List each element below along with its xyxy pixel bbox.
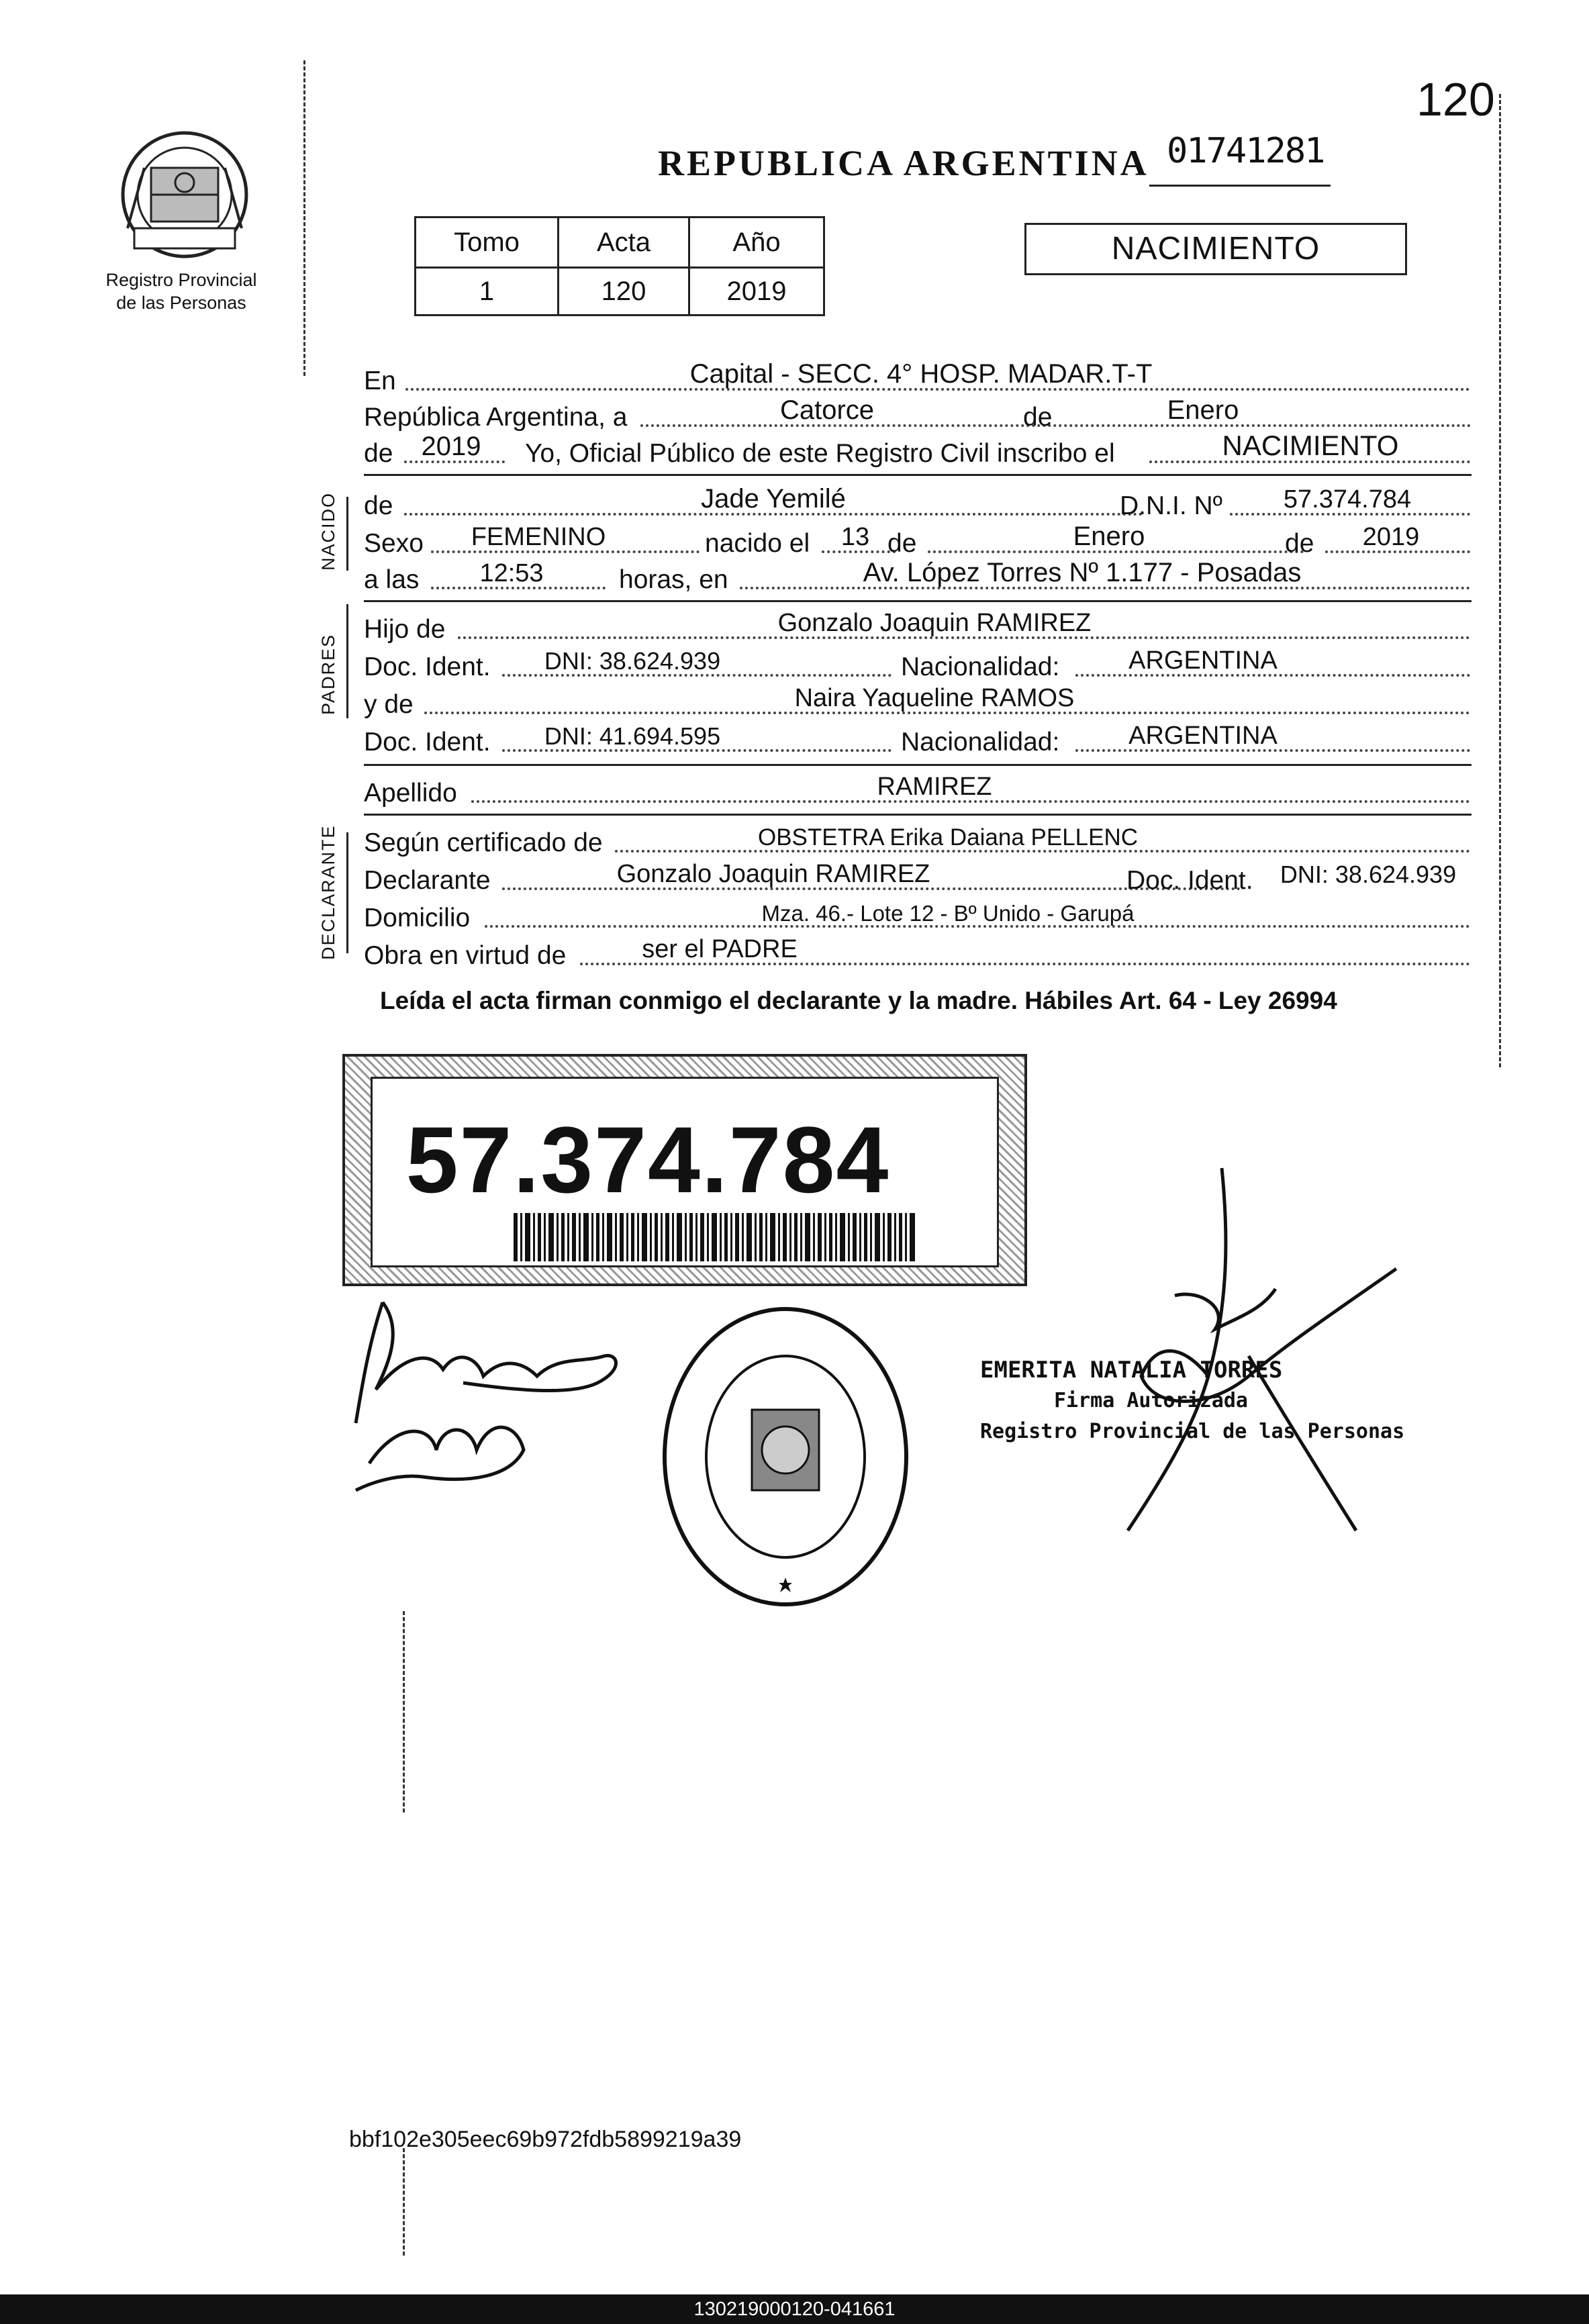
field-value: Gonzalo Joaquin RAMIREZ xyxy=(616,860,930,888)
logo-caption: Registro Provincial de las Personas xyxy=(105,270,257,313)
document-type-box: NACIMIENTO xyxy=(1024,223,1407,275)
section-label-nacido: NACIDO xyxy=(318,491,338,571)
bottom-margin-line xyxy=(403,2148,405,2256)
field-row-madre-doc xyxy=(364,720,1472,757)
field-row-fecha xyxy=(364,395,1472,432)
field-row-sexo xyxy=(364,521,1472,559)
section-label-declarante: DECLARANTE xyxy=(318,824,338,960)
field-label: Doc. Ident. xyxy=(364,652,491,681)
field-label: a las xyxy=(364,565,420,594)
section-bar-nacido xyxy=(346,497,348,571)
field-value: Enero xyxy=(1073,522,1145,551)
footer-code: 130219000120-041661 xyxy=(693,2298,896,2320)
field-label: D.N.I. Nº xyxy=(1120,491,1222,520)
field-label: Hijo de xyxy=(364,615,446,644)
field-value: RAMIREZ xyxy=(877,773,992,801)
section-bar-declarante xyxy=(346,832,348,953)
provincia-misiones-logo xyxy=(114,128,255,262)
field-value: FEMENINO xyxy=(471,523,606,551)
section-divider xyxy=(364,474,1472,476)
field-label: Declarante xyxy=(364,866,491,895)
field-value: Jade Yemilé xyxy=(701,484,846,514)
field-label: nacido el xyxy=(705,529,810,558)
dni-label-number: 57.374.784 xyxy=(405,1107,890,1212)
table-header-tomo: Tomo xyxy=(416,217,559,268)
field-value: Gonzalo Joaquin RAMIREZ xyxy=(777,609,1092,637)
section-bar-padres xyxy=(346,604,348,718)
field-row-inscripcion xyxy=(364,431,1472,469)
field-row-padre-doc xyxy=(364,644,1472,682)
table-value-anio: 2019 xyxy=(689,268,824,316)
page-title: REPUBLICA ARGENTINA xyxy=(658,143,1149,183)
lower-margin-line xyxy=(403,1611,405,1812)
signer-role: Firma Autorizada xyxy=(1054,1389,1248,1412)
field-row-madre xyxy=(364,682,1472,720)
section-divider xyxy=(364,764,1472,766)
right-margin-line xyxy=(1499,94,1501,1067)
field-value: 12:53 xyxy=(479,559,544,587)
field-label: Obra en virtud de xyxy=(364,941,567,970)
field-label: Según certificado de xyxy=(364,828,603,857)
field-value: ARGENTINA xyxy=(1128,722,1278,750)
serial-underline xyxy=(1149,185,1331,187)
section-divider xyxy=(364,600,1472,602)
field-label: Doc. Ident. xyxy=(364,728,491,757)
field-row-certificado xyxy=(364,820,1472,858)
table-header-anio: Año xyxy=(689,217,824,268)
section-divider xyxy=(364,814,1472,816)
field-value: OBSTETRA Erika Daiana PELLENC xyxy=(757,824,1139,851)
field-value: DNI: 41.694.595 xyxy=(544,722,721,750)
field-row-hora xyxy=(364,557,1472,595)
table-value-acta: 120 xyxy=(559,268,689,316)
dni-label-card xyxy=(342,1054,1027,1286)
field-value: Capital - SECC. 4° HOSP. MADAR.T-T xyxy=(689,359,1153,389)
field-value: ARGENTINA xyxy=(1128,646,1278,675)
field-label: horas, en xyxy=(619,565,728,594)
field-value: DNI: 38.624.939 xyxy=(544,647,721,675)
field-value: Enero xyxy=(1167,395,1239,425)
table-header-acta: Acta xyxy=(559,217,689,268)
field-value: Catorce xyxy=(779,395,875,425)
field-label: Nacionalidad: xyxy=(901,652,1060,681)
field-label: En xyxy=(364,367,396,395)
field-label: Sexo xyxy=(364,529,424,558)
field-label: de xyxy=(364,491,393,520)
field-value: Naira Yaqueline RAMOS xyxy=(794,684,1075,712)
field-value: 57.374.784 xyxy=(1283,485,1412,514)
official-seal-stamp xyxy=(658,1302,913,1611)
field-label: de xyxy=(1023,403,1053,432)
field-label: de xyxy=(1285,529,1314,558)
barcode-graphic xyxy=(514,1213,916,1261)
field-row-apellido xyxy=(364,771,1472,808)
field-label: Doc. Ident. xyxy=(1126,866,1253,895)
field-label: de xyxy=(887,529,917,558)
field-label: Domicilio xyxy=(364,904,471,932)
field-row-declarante xyxy=(364,858,1472,895)
serial-number: 01741281 xyxy=(1167,131,1325,171)
table-value-tomo: 1 xyxy=(416,268,559,316)
field-row-nombre xyxy=(364,483,1472,521)
field-value: NACIMIENTO xyxy=(1222,430,1399,461)
registry-table xyxy=(414,216,825,316)
field-value: 13 xyxy=(840,523,870,551)
declarante-signature xyxy=(342,1289,631,1510)
field-label: Nacionalidad: xyxy=(901,728,1060,757)
field-row-domicilio xyxy=(364,895,1472,933)
field-row-lugar xyxy=(364,358,1472,396)
field-value: Av. López Torres Nº 1.177 - Posadas xyxy=(863,558,1302,587)
field-row-padre xyxy=(364,607,1472,644)
legal-note: Leída el acta firman conmigo el declarante y la madre. Hábiles Art. 64 - Ley 26994 xyxy=(380,987,1337,1014)
document-hash: bbf102e305eec69b972fdb5899219a39 xyxy=(349,2127,742,2152)
section-label-padres: PADRES xyxy=(318,633,338,715)
page-number: 120 xyxy=(1416,73,1495,126)
signer-block xyxy=(980,1355,1404,1447)
field-label: y de xyxy=(364,690,414,719)
field-label: Yo, Oficial Público de este Registro Civil inscribo el xyxy=(525,439,1115,468)
field-label: República Argentina, a xyxy=(364,403,628,432)
field-value: ser el PADRE xyxy=(642,935,798,963)
left-margin-line xyxy=(303,60,305,376)
field-value: 2019 xyxy=(1362,523,1420,551)
signer-name: EMERITA NATALIA TORRES xyxy=(980,1357,1283,1384)
field-label: de xyxy=(364,439,393,468)
signer-office: Registro Provincial de las Personas xyxy=(980,1420,1405,1443)
field-value: DNI: 38.624.939 xyxy=(1280,861,1457,888)
field-label: Apellido xyxy=(364,779,457,808)
field-row-obra xyxy=(364,933,1472,971)
field-value: Mza. 46.- Lote 12 - Bº Unido - Garupá xyxy=(761,901,1135,926)
field-value: 2019 xyxy=(421,432,481,461)
